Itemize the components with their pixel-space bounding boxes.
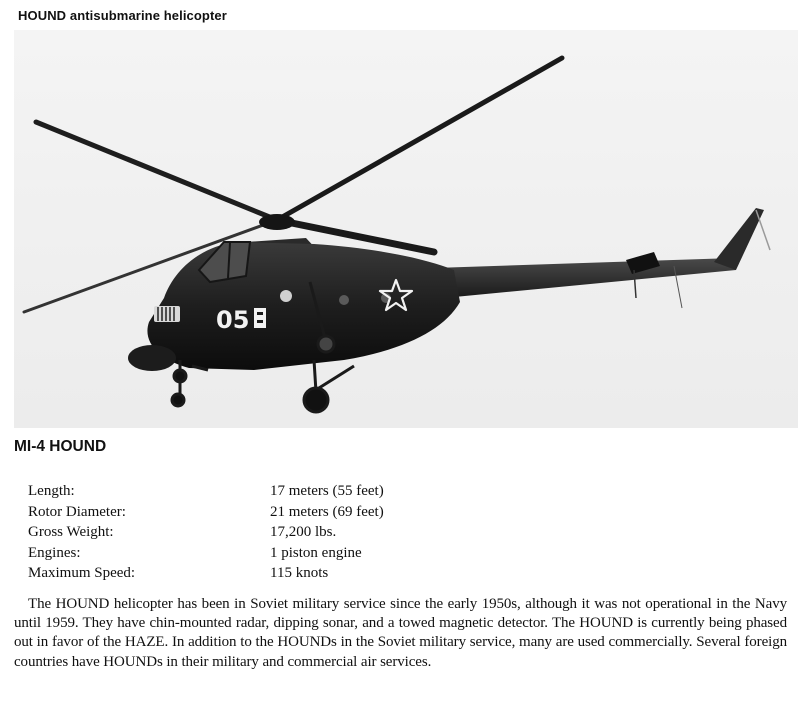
tail-boom xyxy=(434,208,770,308)
spec-row-length xyxy=(28,481,384,502)
spec-value: 17,200 lbs. xyxy=(270,524,337,540)
fuselage xyxy=(128,242,460,371)
photo-caption: HOUND antisubmarine helicopter xyxy=(18,8,227,23)
spec-label: Length: xyxy=(28,483,75,499)
spec-value: 1 piston engine xyxy=(270,544,362,561)
spec-label: Engines: xyxy=(28,544,81,561)
aircraft-title: MI-4 HOUND xyxy=(14,438,107,455)
spec-row-gross-weight xyxy=(28,522,384,543)
spec-row-maximum-speed xyxy=(28,563,384,584)
description-paragraph: The HOUND helicopter has been in Soviet military service since the early 1950s, although it was not operational in the Navy until 1959. They have chin-mounted radar, dipping sonar, and a towed magnetic detector. The HOUND is currently being phased out in favor of the HAZE. In addition to the HOUNDs in the Soviet military service, many are used commercially. Several foreign countries have HOUNDs in their military and commercial air services. xyxy=(14,596,787,670)
spec-value: 17 meters (55 feet) xyxy=(270,483,384,499)
spec-value: 115 knots xyxy=(270,565,329,581)
spec-label: Gross Weight: xyxy=(28,524,114,540)
tail-number: 05 xyxy=(216,306,250,334)
spec-row-engines xyxy=(28,543,384,564)
helicopter-photo xyxy=(14,30,798,428)
spec-row-rotor-diameter xyxy=(28,502,384,523)
spec-list xyxy=(28,481,384,584)
spec-value: 21 meters (69 feet) xyxy=(270,503,384,520)
spec-label: Rotor Diameter: xyxy=(28,503,126,520)
spec-label: Maximum Speed: xyxy=(28,565,136,581)
